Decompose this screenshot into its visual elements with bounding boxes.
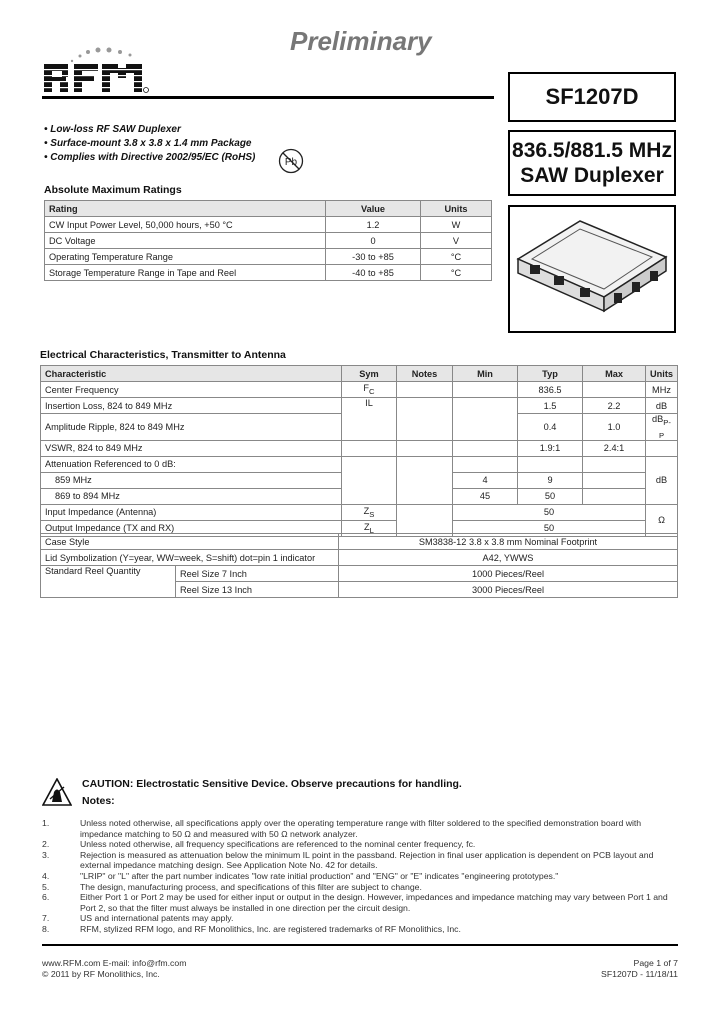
cell: Reel Size 7 Inch	[176, 566, 339, 582]
cell	[583, 488, 646, 504]
cell: 4	[453, 472, 518, 488]
cell: -40 to +85	[326, 265, 421, 281]
cell: 836.5	[518, 382, 583, 398]
rfm-logo	[42, 44, 152, 94]
cell: 2.4:1	[583, 440, 646, 456]
units-sub: P-P	[658, 417, 671, 440]
esd-warning-icon	[42, 778, 72, 806]
feature-list	[44, 123, 255, 165]
cell: Insertion Loss, 824 to 849 MHz	[41, 398, 342, 414]
note-item	[42, 850, 682, 871]
symbol-sub: S	[369, 509, 375, 519]
note-item	[42, 892, 682, 913]
elec-title: Electrical Characteristics, Transmitter to Antenna	[40, 349, 286, 361]
cell	[342, 504, 397, 520]
cell: 869 to 894 MHz	[41, 488, 342, 504]
cell	[453, 440, 518, 456]
note-number: 6.	[42, 892, 50, 903]
pb-label: Pb	[284, 157, 298, 168]
note-item	[42, 818, 682, 839]
table-row	[45, 265, 492, 281]
package-image	[510, 207, 674, 331]
abs-max-title: Absolute Maximum Ratings	[44, 184, 182, 196]
note-number: 7.	[42, 913, 50, 924]
cell: 0	[326, 233, 421, 249]
table-row	[45, 233, 492, 249]
cell: 2.2	[583, 398, 646, 414]
note-text: "LRIP" or "L" after the part number indicates "low rate initial production" and "ENG" or "E" indicates "engineering prototypes."	[80, 870, 559, 881]
feature-item: • Low-loss RF SAW Duplexer	[44, 123, 255, 137]
frequency-line: 836.5/881.5 MHz	[512, 139, 672, 162]
symbol: Z	[364, 521, 370, 532]
footer-contact: www.RFM.com E-mail: info@rfm.com	[42, 958, 187, 968]
cell: °C	[421, 265, 492, 281]
cell	[397, 440, 453, 456]
note-item	[42, 871, 682, 882]
cell	[453, 382, 518, 398]
cell: 50	[518, 488, 583, 504]
header-rule	[42, 96, 494, 99]
cell: 3000 Pieces/Reel	[339, 582, 678, 598]
cell	[397, 504, 453, 536]
note-item	[42, 924, 682, 935]
electrical-table	[40, 365, 678, 537]
cell	[646, 440, 678, 456]
symbol-sub: C	[369, 386, 375, 396]
note-text: The design, manufacturing process, and specifications of this filter are subject to change.	[80, 881, 422, 892]
table-row	[45, 249, 492, 265]
product-type: SAW Duplexer	[520, 164, 664, 187]
note-text: Unless noted otherwise, all frequency specifications are referenced to the nominal center frequency, fc.	[80, 839, 476, 850]
table-row	[41, 566, 678, 582]
note-text: US and international patents may apply.	[80, 913, 234, 924]
table-row	[41, 440, 678, 456]
cell: Lid Symbolization (Y=year, WW=week, S=shift) dot=pin 1 indicator	[41, 550, 339, 566]
note-text: RFM, stylized RFM logo, and RF Monolithics, Inc. are registered trademarks of RF Monolithics, Inc.	[80, 923, 461, 934]
table-row	[41, 550, 678, 566]
cell	[342, 382, 397, 398]
cell: Operating Temperature Range	[45, 249, 326, 265]
notes-list	[42, 818, 682, 935]
cell: Ω	[646, 504, 678, 536]
abs-max-table	[44, 200, 492, 281]
note-number: 5.	[42, 881, 50, 892]
cell	[397, 382, 453, 398]
table-row	[41, 382, 678, 398]
cell: dB	[646, 398, 678, 414]
note-item	[42, 839, 682, 850]
cell: dB	[646, 456, 678, 504]
cell: Storage Temperature Range in Tape and Reel	[45, 265, 326, 281]
table-header: Units	[421, 201, 492, 217]
cell: 1000 Pieces/Reel	[339, 566, 678, 582]
part-number-box	[508, 72, 676, 122]
cell	[453, 456, 518, 472]
symbol-sub: L	[369, 525, 374, 535]
cell: 1.5	[518, 398, 583, 414]
cell: CW Input Power Level, 50,000 hours, +50 °C	[45, 217, 326, 233]
cell: Output Impedance (TX and RX)	[41, 520, 342, 536]
footer-left	[42, 958, 186, 980]
cell	[583, 472, 646, 488]
feature-item: • Surface-mount 3.8 x 3.8 x 1.4 mm Package	[44, 137, 255, 151]
misc-table	[40, 533, 678, 598]
table-row	[41, 534, 678, 550]
note-text: Unless noted otherwise, all specifications apply over the operating temperature range with filter soldered to the specified demonstration board with impedance matching to 50 Ω and measured with 50 Ω network analyzer.	[80, 818, 642, 839]
table-header: Notes	[397, 366, 453, 382]
cell: 1.2	[326, 217, 421, 233]
table-row	[41, 504, 678, 520]
cell: 50	[453, 520, 646, 536]
cell	[397, 456, 453, 504]
footer-rule	[42, 944, 678, 946]
package-image-box	[508, 205, 676, 333]
cell: SM3838-12 3.8 x 3.8 mm Nominal Footprint	[339, 534, 678, 550]
symbol: F	[363, 383, 370, 394]
footer-copyright: © 2011 by RF Monolithics, Inc.	[42, 969, 160, 979]
cell	[583, 382, 646, 398]
cell: 45	[453, 488, 518, 504]
caution-text: CAUTION: Electrostatic Sensitive Device. Observe precautions for handling.	[82, 778, 462, 790]
table-row	[41, 398, 678, 414]
footer-page: Page 1 of 7	[633, 958, 678, 968]
table-header: Max	[583, 366, 646, 382]
cell: Case Style	[41, 534, 339, 550]
preliminary-label: Preliminary	[290, 26, 432, 56]
note-item	[42, 913, 682, 924]
cell	[583, 456, 646, 472]
cell: Standard Reel Quantity	[41, 566, 176, 598]
table-row	[41, 456, 678, 472]
note-number: 1.	[42, 818, 50, 828]
cell: 859 MHz	[41, 472, 342, 488]
note-text: Either Port 1 or Port 2 may be used for either input or output in the design. However, impedances and impedance matching may vary between Port 1 and Port 2, so that the filter must always be installed in one direction per the circuit design.	[80, 892, 668, 913]
cell: 0.4	[518, 414, 583, 441]
cell: 1.9:1	[518, 440, 583, 456]
table-header: Value	[326, 201, 421, 217]
frequency-box	[508, 130, 676, 196]
table-header: Min	[453, 366, 518, 382]
cell: Reel Size 13 Inch	[176, 582, 339, 598]
cell: V	[421, 233, 492, 249]
cell	[518, 456, 583, 472]
footer-right	[601, 958, 678, 980]
table-header: Sym	[342, 366, 397, 382]
cell: VSWR, 824 to 849 MHz	[41, 440, 342, 456]
cell: Input Impedance (Antenna)	[41, 504, 342, 520]
cell: Attenuation Referenced to 0 dB:	[41, 456, 342, 472]
table-header: Units	[646, 366, 678, 382]
cell: A42, YWWS	[339, 550, 678, 566]
cell: DC Voltage	[45, 233, 326, 249]
note-number: 2.	[42, 839, 50, 850]
cell: 50	[453, 504, 646, 520]
pb-free-icon	[278, 148, 304, 174]
cell: -30 to +85	[326, 249, 421, 265]
note-number: 4.	[42, 870, 50, 881]
note-number: 3.	[42, 849, 50, 860]
cell: °C	[421, 249, 492, 265]
table-row	[45, 217, 492, 233]
symbol: Z	[363, 505, 370, 516]
cell: IL	[342, 398, 397, 441]
note-text: Rejection is measured as attenuation below the minimum IL point in the passband. Rejection in final user application is dependent on PCB layout and external impedance matching design. See Application Note No. 42 for details.	[80, 849, 654, 871]
table-header: Characteristic	[41, 366, 342, 382]
cell: Center Frequency	[41, 382, 342, 398]
units: dB	[652, 414, 664, 424]
cell: W	[421, 217, 492, 233]
note-number: 8.	[42, 923, 50, 934]
cell	[342, 440, 397, 456]
part-number: SF1207D	[545, 84, 639, 109]
table-header: Typ	[518, 366, 583, 382]
cell	[453, 398, 518, 441]
footer-docid: SF1207D - 11/18/11	[601, 969, 678, 979]
table-header: Rating	[45, 201, 326, 217]
cell: 1.0	[583, 414, 646, 441]
cell	[397, 398, 453, 441]
note-item	[42, 882, 682, 893]
cell	[646, 414, 678, 441]
feature-item: • Complies with Directive 2002/95/EC (RoHS)	[44, 151, 255, 165]
cell: 9	[518, 472, 583, 488]
cell: Amplitude Ripple, 824 to 849 MHz	[41, 414, 342, 441]
notes-title: Notes:	[82, 795, 115, 807]
cell	[342, 456, 397, 504]
cell: MHz	[646, 382, 678, 398]
